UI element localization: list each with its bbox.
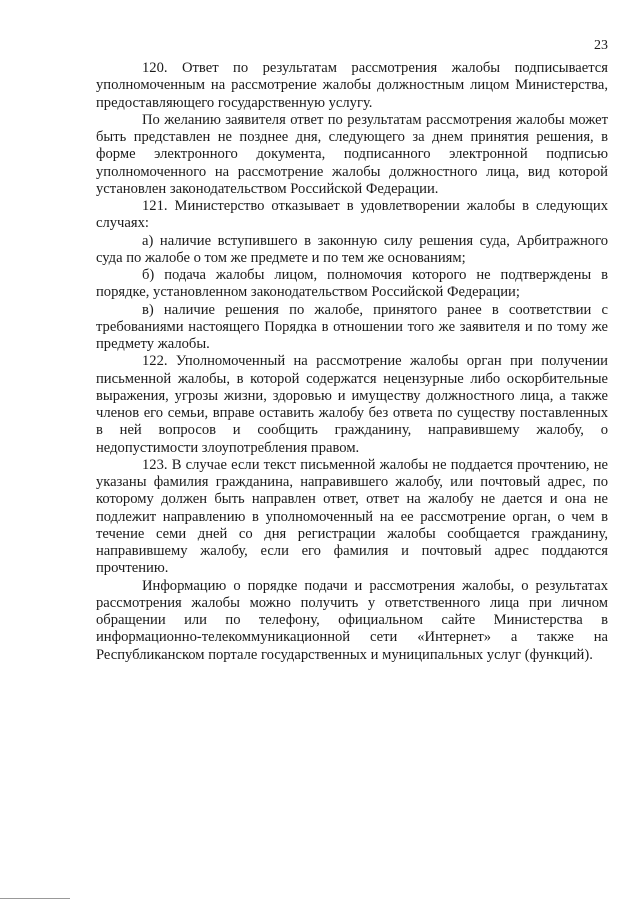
list-item-b: б) подача жалобы лицом, полномочия которого не подтверждены в порядке, установленном законодательством Российской Федерации; bbox=[96, 267, 608, 301]
document-body bbox=[96, 60, 608, 664]
paragraph-information: Информацию о порядке подачи и рассмотрения жалобы, о результатах рассмотрения жалобы можно получить у ответственного лица при личном обращении или по телефону, официальном сайте Министерства в информационно-телекоммуникационной сети «Интернет» а также на Республиканском портале государственных и муниципальных услуг (функций). bbox=[96, 577, 608, 663]
bottom-rule bbox=[0, 898, 70, 899]
paragraph-electronic-response: По желанию заявителя ответ по результатам рассмотрения жалобы может быть представлен не позднее дня, следующего за днем принятия решения, в форме электронного документа, подписанного электронной подписью уполномоченного на рассмотрение жалобы должностного лица, вид которой установлен законодательством Российской Федерации. bbox=[96, 111, 608, 197]
paragraph-121: 121. Министерство отказывает в удовлетворении жалобы в следующих случаях: bbox=[96, 198, 608, 232]
paragraph-120: 120. Ответ по результатам рассмотрения жалобы подписывается уполномоченным на рассмотрение жалобы должностным лицом Министерства, предоставляющего государственную услугу. bbox=[96, 60, 608, 111]
list-item-c: в) наличие решения по жалобе, принятого ранее в соответствии с требованиями настоящего Порядка в отношении того же заявителя и по тому же предмету жалобы. bbox=[96, 301, 608, 352]
page-number: 23 bbox=[594, 38, 608, 53]
list-item-a: а) наличие вступившего в законную силу решения суда, Арбитражного суда по жалобе о том же предмете и по тем же основаниям; bbox=[96, 232, 608, 266]
paragraph-123: 123. В случае если текст письменной жалобы не поддается прочтению, не указаны фамилия гражданина, направившего жалобу, или почтовый адрес, по которому должен быть направлен ответ, ответ на жалобу не дается и она не подлежит направлению в уполномоченный на ее рассмотрение орган, о чем в течение семи дней со дня регистрации жалобы сообщается гражданину, направившему жалобу, если его фамилия и почтовый адрес поддаются прочтению. bbox=[96, 456, 608, 577]
paragraph-122: 122. Уполномоченный на рассмотрение жалобы орган при получении письменной жалобы, в которой содержатся нецензурные либо оскорбительные выражения, угрозы жизни, здоровью и имуществу должностного лица, а также членов его семьи, вправе оставить жалобу без ответа по существу поставленных в ней вопросов и сообщить гражданину, направившему жалобу, о недопустимости злоупотребления правом. bbox=[96, 353, 608, 456]
